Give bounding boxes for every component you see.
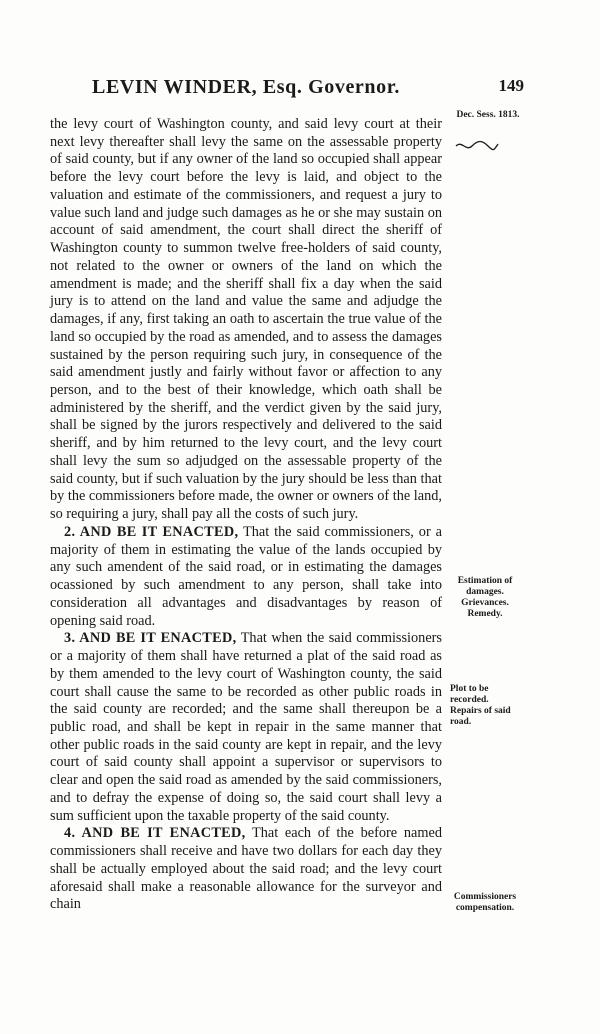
section-2-lead: 2. AND BE IT ENACTED,: [64, 523, 239, 540]
margin-note-plot: Plot to be recorded. Repairs of said road.: [450, 684, 511, 727]
section-3-lead: 3. AND BE IT ENACTED,: [64, 630, 237, 647]
margin-notes: [452, 110, 534, 990]
section-3-text: That when the said commissioners or a majority of them shall have returned a plat of the said road as by them amended to the levy court of Washington county, the said court shall cause the same to be recorded as other public roads in the said county are recorded; and the same shall thereupon be a public road, and shall be kept in repair in the same manner that other public roads in the said county are kept in repair, and the levy court of said county shall appoint a supervisor or supervisors to clear and open the said road as amended by the said commissioners, and to defray the expense of doing so, the said court shall levy a sum sufficient upon the taxable property of the said county.: [50, 630, 442, 824]
running-head: LEVIN WINDER, Esq. Governor.: [92, 76, 400, 98]
section-2: [50, 524, 442, 630]
flourish-ornament: [454, 140, 500, 152]
section-4-text: That each of the before named commissioners shall receive and have two dollars for each day they shall be actually employed about the said road; and the levy court aforesaid shall make a reasonable allowance for the surveyor and chain: [50, 825, 442, 913]
page-number: 149: [498, 76, 524, 95]
section-3: [50, 630, 442, 825]
margin-note-damages: Estimation of damages. Grievances. Remedy.: [457, 576, 513, 619]
margin-note-commissioners: Commissioners compensation.: [453, 892, 517, 913]
paragraph-continuation: the levy court of Washington county, and said levy court at their next levy thereafter shall levy the same on the assessable property of said county, but if any owner of the land so occupied shall appear before the levy court before the levy is laid, and object to the valuation and estimate of the commissioners, and request a jury to value such land and judge such damages as he or she may sustain on account of said amendment, the court shall direct the sheriff of Washington county to summon twelve free-holders of said county, not related to the owner or owners of the land on which the amendment is made; and the sheriff shall fix a day when the said jury is to attend on the land and value the same and adjudge the damages, if any, first taking an oath to ascertain the true value of the land so occupied by the road as amended, and to assess the damages sustained by the person requiring such jury, in consequence of the said amendment justly and fairly without favor or affection to any person, and to the best of their knowledge, which oath shall be administered by the sheriff, and the verdict given by the said jury, shall be signed by the jurors respectively and delivered to the said sheriff, and by him returned to the levy court, and the levy court shall levy the sum so adjudged on the assessable property of the said county, but if such valuation by the jury should be less than that by the commissioners before made, the owner or owners of the land, so requiring a jury, shall pay all the costs of such jury.: [50, 116, 442, 523]
page-header: [92, 76, 524, 106]
body-text: [50, 116, 442, 914]
section-4: [50, 825, 442, 914]
section-2-text: That the said commissioners, or a majority of them in estimating the value of the lands occupied by any such amendent of the said road, or in estimating the damages ocassioned by such amendment to any person, shall take into consideration all advantages and disadvantages by reason of opening said road.: [50, 523, 442, 629]
section-4-lead: 4. AND BE IT ENACTED,: [64, 825, 246, 842]
session-note: Dec. Sess. 1813.: [456, 110, 520, 120]
